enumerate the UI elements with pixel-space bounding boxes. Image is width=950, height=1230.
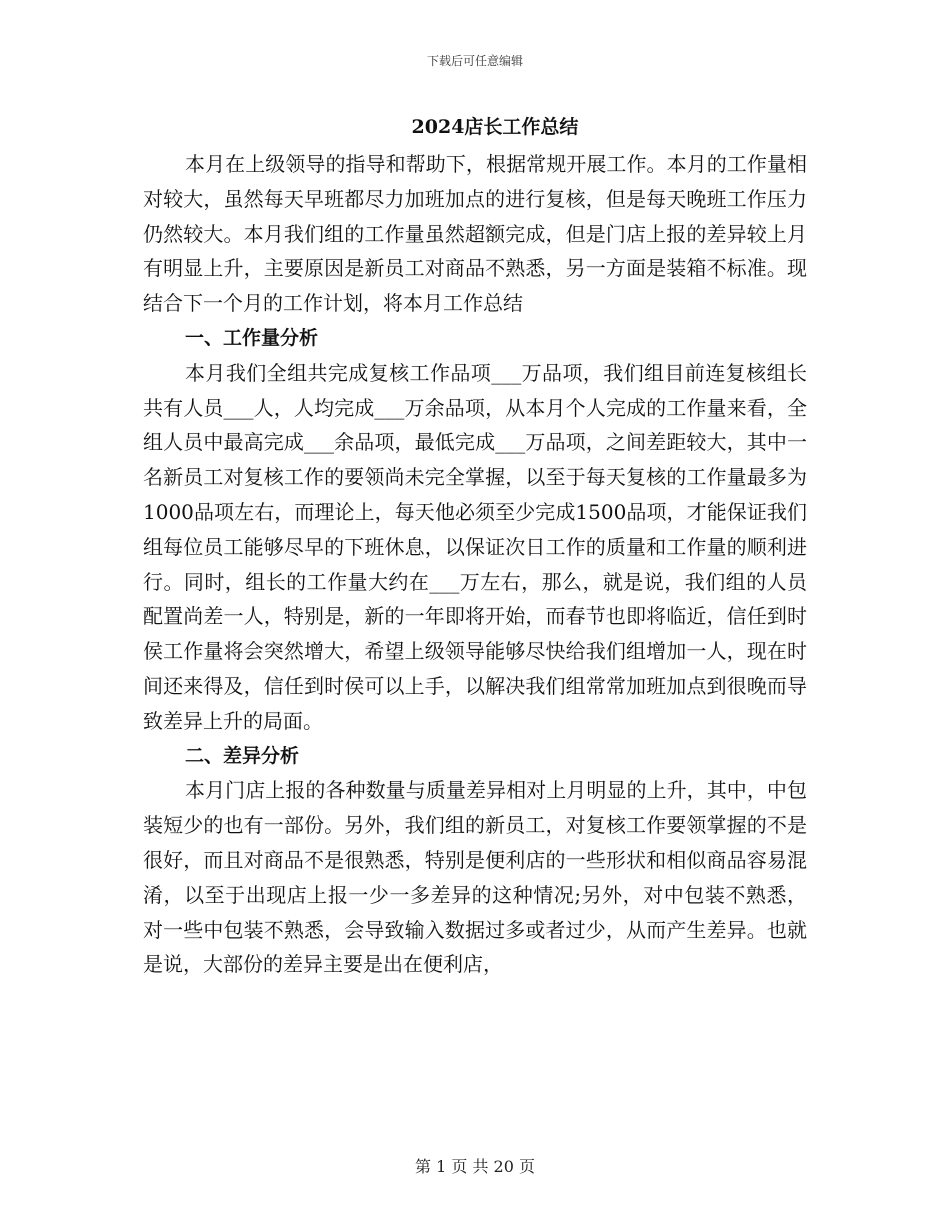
section-paragraph-workload: 本月我们全组共完成复核工作品项___万品项，我们组目前连复核组长共有人员___人，人均完成___万余品项，从本月个人完成的工作量来看，全组人员中最高完成___余品项，最低完成___万品项，之间差距较大，其中一名新员工对复核工作的要领尚未完全掌握，以至于每天复核的工作量最多为1000品项左右，而理论上，每天他必须至少完成1500品项，才能保证我们组每位员工能够尽早的下班休息，以保证次日工作的质量和工作量的顺利进行。同时，组长的工作量大约在___万左右，那么，就是说，我们组的人员配置尚差一人，特别是，新的一年即将开始，而春节也即将临近，信任到时侯工作量将会突然增大，希望上级领导能够尽快给我们组增加一人，现在时间还来得及，信任到时侯可以上手，以解决我们组常常加班加点到很晚而导致差异上升的局面。 (143, 360, 807, 733)
document-body (143, 147, 807, 982)
section-heading-workload: 一、工作量分析 (185, 326, 319, 349)
page-number: 第 1 页 共 20 页 (415, 1157, 535, 1176)
section-heading-variance: 二、差异分析 (185, 744, 300, 767)
document-title: 2024店长工作总结 (411, 116, 579, 138)
intro-paragraph: 本月在上级领导的指导和帮助下，根据常规开展工作。本月的工作量相对较大，虽然每天早班都尽力加班加点的进行复核，但是每天晚班工作压力仍然较大。本月我们组的工作量虽然超额完成，但是门店上报的差异较上月有明显上升，主要原因是新员工对商品不熟悉，另一方面是装箱不标准。现结合下一个月的工作计划，将本月工作总结 (143, 152, 807, 316)
section-paragraph-variance: 本月门店上报的各种数量与质量差异相对上月明显的上升，其中，中包装短少的也有一部份。另外，我们组的新员工，对复核工作要领掌握的不是很好，而且对商品不是很熟悉，特别是便利店的一些形状和相似商品容易混淆，以至于出现店上报一少一多差异的这种情况;另外，对中包装不熟悉，对一些中包装不熟悉，会导致输入数据过多或者过少，从而产生差异。也就是说，大部份的差异主要是出在便利店， (143, 778, 807, 977)
page-header-note: 下载后可任意编辑 (426, 54, 523, 68)
